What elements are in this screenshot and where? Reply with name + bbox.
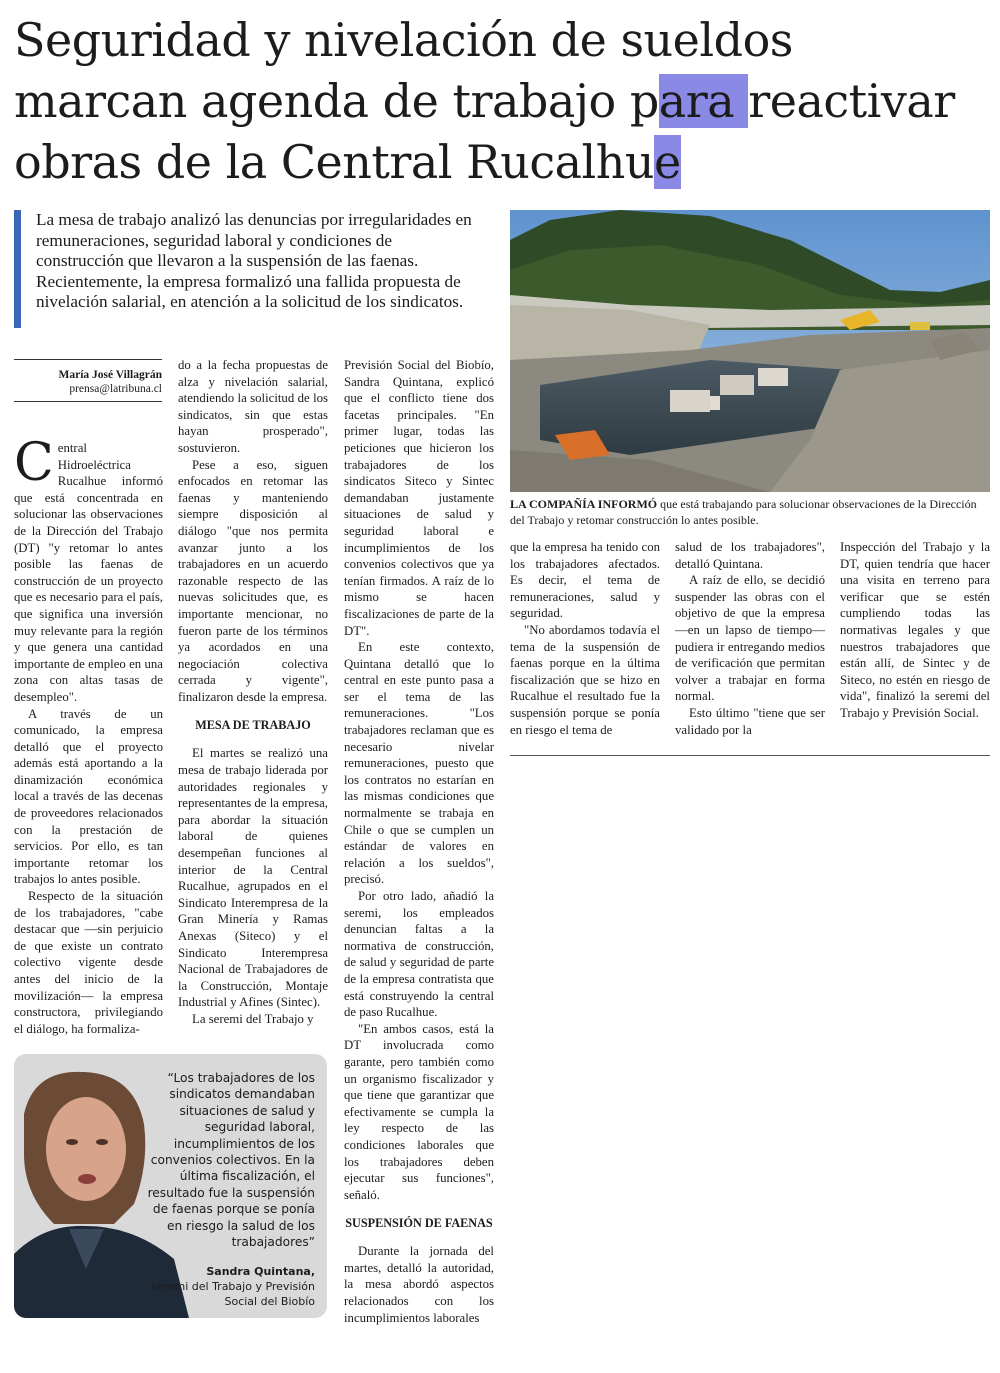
paragraph: A través de un comunicado, la empresa detalló que el proyecto además está aportando a la dinamización económica local a través de las decenas de proveedores relacionados con la prestación de servicios. Por ello, es tan importante retomar los trabajos lo antes posible. xyxy=(14,706,163,887)
caption-text: que está trabajando para solucionar observaciones de la Dirección del Trabajo y retomar construcción lo antes posible. xyxy=(510,497,977,527)
lead-paragraph: La mesa de trabajo analizó las denuncias por irregularidades en remuneraciones, seguridad laboral y condiciones de construcción que llevaron a la suspensión de las faenas. Recientemente, la empresa formalizó una fallida propuesta de nivelación salarial, en atención a la solicitud de los sindicatos. xyxy=(14,210,484,328)
paragraph: El martes se realizó una mesa de trabajo liderada por autoridades regionales y representantes de la empresa, para abordar la situación laboral de quienes desempeñan funciones al interior de la Central Rucalhue, agrupados en el Sindicato Interempresa de la Gran Minería y Ramas Anexas (Siteco) y el Sindicato Interempresa Nacional de Trabajadores de la Construcción, Montaje Industrial y Afines (Sintec). xyxy=(178,746,328,1010)
section-heading: MESA DE TRABAJO xyxy=(195,718,311,733)
article-column-2 xyxy=(178,357,328,1028)
photo-caption xyxy=(510,496,990,528)
paragraph: "No abordamos todavía el tema de la suspensión de faenas porque en la última fiscalización que se hizo en Rucalhue el resultado fue la suspensión porque se ponía en riesgo el tema de xyxy=(510,622,660,737)
paragraph: La seremi del Trabajo y xyxy=(192,1011,314,1026)
text-selection-highlight-end[interactable]: e xyxy=(654,135,681,189)
text-selection-highlight[interactable]: ara xyxy=(658,74,749,128)
author-email[interactable]: prensa@latribuna.cl xyxy=(69,383,162,395)
paragraph: "En ambos casos, está la DT involucrada como garante, pero también como un organismo fiscalizador y que tiene que garantizar que efectivamente se cumpla la ley respecto de las condiciones laborales que los trabajadores deben ejecutar sus funciones", señaló. xyxy=(344,1021,494,1202)
article-column-5 xyxy=(675,539,825,738)
byline xyxy=(14,359,162,402)
headline-line-3 xyxy=(14,132,989,193)
quote-attribution xyxy=(115,1264,315,1309)
paragraph: Por otro lado, añadió la seremi, los empleados denuncian faltas a la normativa de construcción, de salud y seguridad de parte de la empresa contratista que está construyendo la central de paso Rucalhue. xyxy=(344,889,494,1020)
article-column-4 xyxy=(510,539,660,738)
headline xyxy=(14,10,989,193)
quote-author-role: seremi del Trabajo y Previsión Social del Biobío xyxy=(150,1280,315,1308)
paragraph: Respecto de la situación de los trabajadores, "cabe destacar que —sin perjuicio de que existe un contrato colectivo vigente desde antes del inicio de la movilización— la empresa constructora, privilegiando el diálogo, ha formaliza- xyxy=(14,889,163,1036)
pull-quote-text: “Los trabajadores de los sindicatos demandaban situaciones de salud y seguridad laboral, incumplimientos de los convenios colectivos. En la última fiscalización, el resultado fue la suspensión de faenas porque se ponía en riesgo la salud de los trabajadores” xyxy=(147,1071,315,1250)
headline-line-3-a: obras de la Central Rucalhu xyxy=(14,135,655,189)
paragraph: Durante la jornada del martes, detalló la autoridad, la mesa abordó aspectos relacionados con los incumplimientos laborales xyxy=(344,1244,494,1325)
headline-line-1: Seguridad y nivelación de sueldos xyxy=(14,13,793,67)
construction-site-image xyxy=(510,210,990,492)
pull-quote-box xyxy=(14,1054,327,1318)
paragraph-text: entral Hidroeléctrica Rucalhue informó que está concentrada en solucionar las observaciones de la Dirección del Trabajo (DT) "y retomar lo antes posible las faenas de construcción de un proyecto que es necesario para el país, que significa una inversión muy relevante para la región y que genera una cantidad importante de empleo en una zona con altas tasas de desempleo". xyxy=(14,441,163,704)
paragraph: Previsión Social del Biobío, Sandra Quintana, explicó que el conflicto tiene dos facetas principales. "En primer lugar, todas las peticiones que hicieron los trabajadores de los sindicatos Siteco y Sintec demandaban justamente situaciones de salud y seguridad laboral e incumplimientos de los convenios colectivos que ya tenían firmados. A raíz de lo mismo se hacen fiscalizaciones de parte de la DT". xyxy=(344,358,494,638)
article-column-1 xyxy=(14,433,163,1037)
paragraph: A raíz de ello, se decidió suspender las obras con el objetivo de que la empresa —en un lapso de tiempo— pudiera ir entregando medios de verificación que permitan volver a trabajar en forma normal. xyxy=(675,573,825,704)
paragraph: Esto último "tiene que ser validado por la xyxy=(675,705,825,737)
paragraph: que la empresa ha tenido con los trabajadores afectados. Es decir, el tema de remuneraciones, salud y seguridad. xyxy=(510,540,660,621)
column-end-rule xyxy=(510,755,990,756)
paragraph: do a la fecha propuestas de alza y nivelación salarial, atendiendo la solicitud de los sindicatos, sin que estas hayan prosperado", sostuvieron. xyxy=(178,358,328,455)
paragraph: salud de los trabajadores", detalló Quintana. xyxy=(675,540,825,571)
headline-line-2 xyxy=(14,71,989,132)
paragraph: Pese a eso, siguen enfocados en retomar las faenas y manteniendo siempre disposición al diálogo "que nos permita avanzar junto a los trabajadores en un acuerdo razonable respecto de las nuevas solicitudes que, es importante mencionar, no fueron parte de los términos ya acordados en una negociación colectiva cerrada y vigente", finalizaron desde la empresa. xyxy=(178,457,328,704)
headline-line-2-c: reactivar xyxy=(748,74,955,128)
article-column-6 xyxy=(840,539,990,722)
paragraph: En este contexto, Quintana detalló que lo central en este punto pasa a ser el tema de las remuneraciones. "Los trabajadores reclaman que es necesario nivelar remuneraciones, puesto que los contratos no estarían en las mismas condiciones que normalmente se trabaja en Chile o que se cumplen un estándar de valores en relación a los sueldos", precisó. xyxy=(344,640,494,887)
headline-line-2-a: marcan agenda de trabajo p xyxy=(14,74,659,128)
caption-lead: LA COMPAÑÍA INFORMÓ xyxy=(510,497,658,511)
quote-author-name: Sandra Quintana, xyxy=(206,1265,315,1278)
paragraph: Inspección del Trabajo y la DT, quien tendría que hacer una visita en terreno para verificar que se estén cumpliendo todas las normativas legales y que nuestros trabajadores que están allí, de Sintec y de Siteco, no estén en riesgo de vida", finalizó la seremi del Trabajo y Previsión Social. xyxy=(840,540,990,720)
paragraph xyxy=(14,433,163,706)
article-photo xyxy=(510,210,990,492)
article-column-3 xyxy=(344,357,494,1326)
section-heading: SUSPENSIÓN DE FAENAS xyxy=(345,1216,493,1231)
drop-cap: C xyxy=(14,433,54,493)
author-name: María José Villagrán xyxy=(58,369,162,381)
